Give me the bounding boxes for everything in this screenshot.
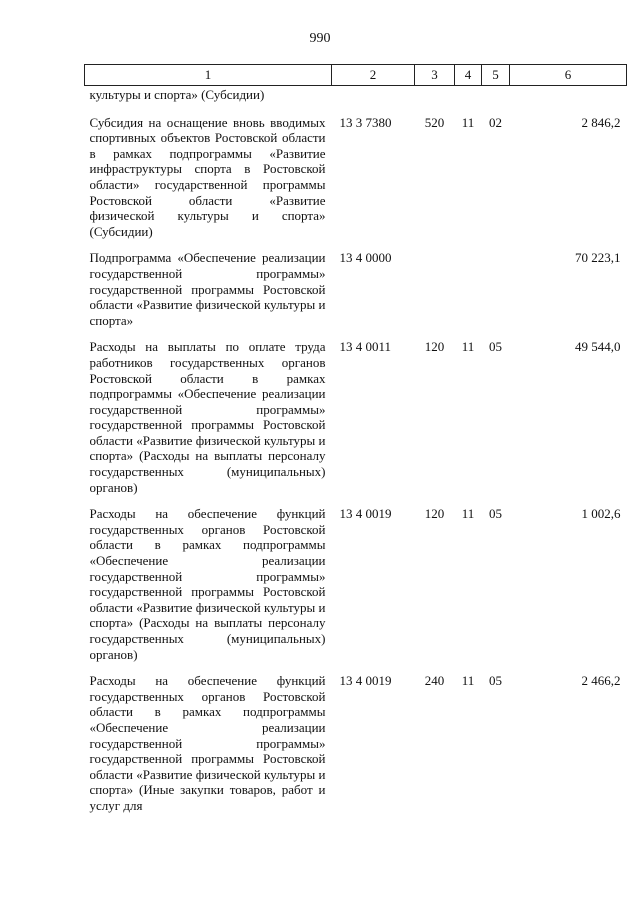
table-row: [85, 333, 627, 500]
header-col-1: 1: [85, 65, 332, 86]
row-section: [455, 86, 482, 109]
row-sum: 70 223,1: [575, 250, 621, 266]
row-name: Подпрограмма «Обеспечение реализации государственной программы» государственной программы Ростовской области «Развитие физической культуры и спорта»: [89, 250, 326, 328]
row-subsection: 05: [489, 506, 502, 522]
table-row: [85, 244, 627, 333]
row-code: 13 4 0000: [339, 250, 392, 266]
row-name: Расходы на выплаты по оплате труда работников государственных органов Ростовской области в рамках подпрограммы «Обеспечение реализации государственной программы» государственной программы Ростовской области «Развитие физической культуры и спорта» (Расходы на выплаты персоналу государственных (муниципальных) органов): [89, 339, 326, 495]
row-expense-type: 120: [424, 339, 445, 355]
row-code: [332, 86, 415, 109]
header-col-4: 4: [455, 65, 482, 86]
row-sum: 1 002,6: [581, 506, 621, 522]
row-subsection: 05: [489, 339, 502, 355]
row-name: культуры и спорта» (Субсидии): [89, 87, 265, 102]
row-section: 11: [461, 673, 475, 689]
row-code: 13 3 7380: [339, 114, 392, 130]
row-sum: 2 466,2: [581, 673, 621, 689]
row-name: Расходы на обеспечение функций государственных органов Ростовской области в рамках подпрограммы «Обеспечение реализации государственной программы» государственной программы Ростовской области «Развитие физической культуры и спорта» (Расходы на выплаты персоналу государственных (муниципальных) органов): [89, 506, 326, 662]
header-col-2: 2: [332, 65, 415, 86]
row-expense-type: 520: [424, 114, 445, 130]
row-section: 11: [461, 339, 475, 355]
table-header-row: [85, 65, 627, 86]
row-code: 13 4 0011: [339, 339, 392, 355]
row-expense-type: 120: [424, 506, 445, 522]
table-row: [85, 500, 627, 667]
row-sum: 2 846,2: [581, 114, 621, 130]
row-code: 13 4 0019: [339, 506, 392, 522]
table-row: [85, 109, 627, 245]
table-row: [85, 86, 627, 109]
table-row: [85, 667, 627, 818]
header-col-5: 5: [482, 65, 510, 86]
row-section: 11: [461, 506, 475, 522]
row-sum: [510, 86, 627, 109]
row-subsection: 05: [489, 673, 502, 689]
row-subsection: [482, 244, 510, 333]
row-subsection: [482, 86, 510, 109]
row-name: Субсидия на оснащение вновь вводимых спортивных объектов Ростовской области в рамках подпрограммы «Развитие инфраструктуры спорта в Ростовской области» государственной программы Ростовской области «Развитие физической культуры и спорта» (Субсидии): [89, 114, 326, 239]
row-section: [455, 244, 482, 333]
row-name: Расходы на обеспечение функций государственных органов Ростовской области в рамках подпрограммы «Обеспечение реализации государственной программы» государственной программы Ростовской области «Развитие физической культуры и спорта» (Иные закупки товаров, работ и услуг для: [89, 673, 326, 813]
row-sum: 49 544,0: [575, 339, 621, 355]
page-number: 990: [309, 31, 331, 46]
header-col-6: 6: [510, 65, 627, 86]
header-col-3: 3: [415, 65, 455, 86]
row-subsection: 02: [489, 114, 502, 130]
row-code: 13 4 0019: [339, 673, 392, 689]
row-expense-type: [415, 244, 455, 333]
budget-table: [84, 64, 627, 819]
row-section: 11: [461, 114, 475, 130]
row-expense-type: 240: [424, 673, 445, 689]
row-expense-type: [415, 86, 455, 109]
